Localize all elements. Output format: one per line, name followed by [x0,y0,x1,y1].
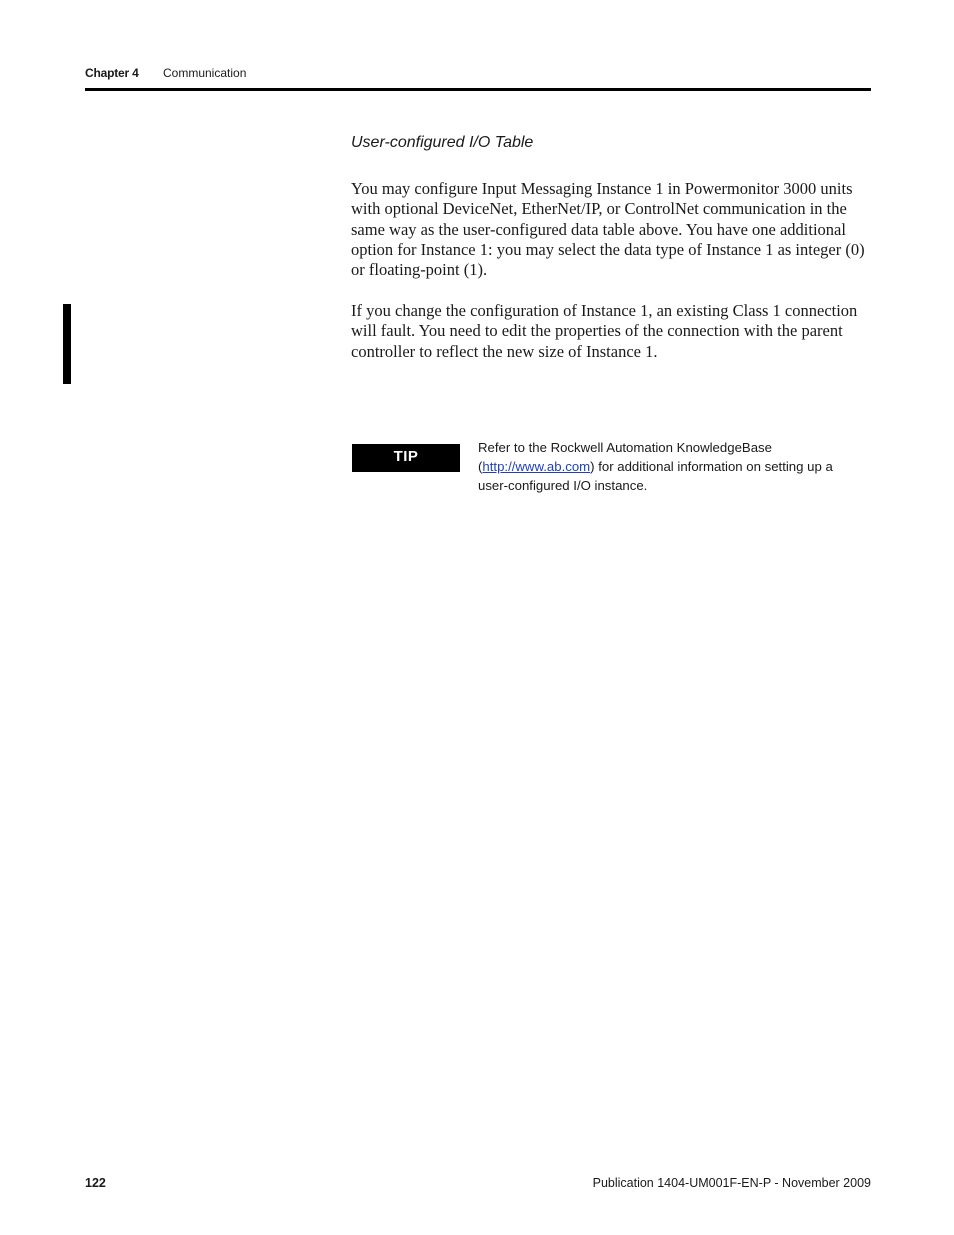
tip-badge: TIP [352,444,460,472]
tip-text-after: ) for additional information on setting up a user-configured I/O instance. [478,459,833,493]
body-paragraph-2: If you change the configuration of Instance 1, an existing Class 1 connection will fault. You need to edit the properties of the connection with the parent controller to reflect the new size of Instance 1. [351,301,858,361]
header-rule [85,88,871,91]
section-subheading: User-configured I/O Table [351,134,534,151]
chapter-label: Chapter 4 [85,66,139,80]
tip-text-before: Refer to the Rockwell Automation KnowledgeBase ( [478,440,772,474]
section-label: Communication [163,66,247,80]
knowledgebase-link[interactable]: http://www.ab.com [482,459,591,474]
tip-text [478,438,858,495]
change-bar [63,304,71,384]
publication-info: Publication 1404-UM001F-EN-P - November 2009 [592,1176,871,1190]
page-header [85,66,871,84]
body-paragraph-1: You may configure Input Messaging Instance 1 in Powermonitor 3000 units with optional DeviceNet, EtherNet/IP, or ControlNet communication in the same way as the user-configured data table above. You have one additional option for Instance 1: you may select the data type of Instance 1 as integer (0) or floating-point (1). [351,179,865,280]
page-number: 122 [85,1176,106,1190]
